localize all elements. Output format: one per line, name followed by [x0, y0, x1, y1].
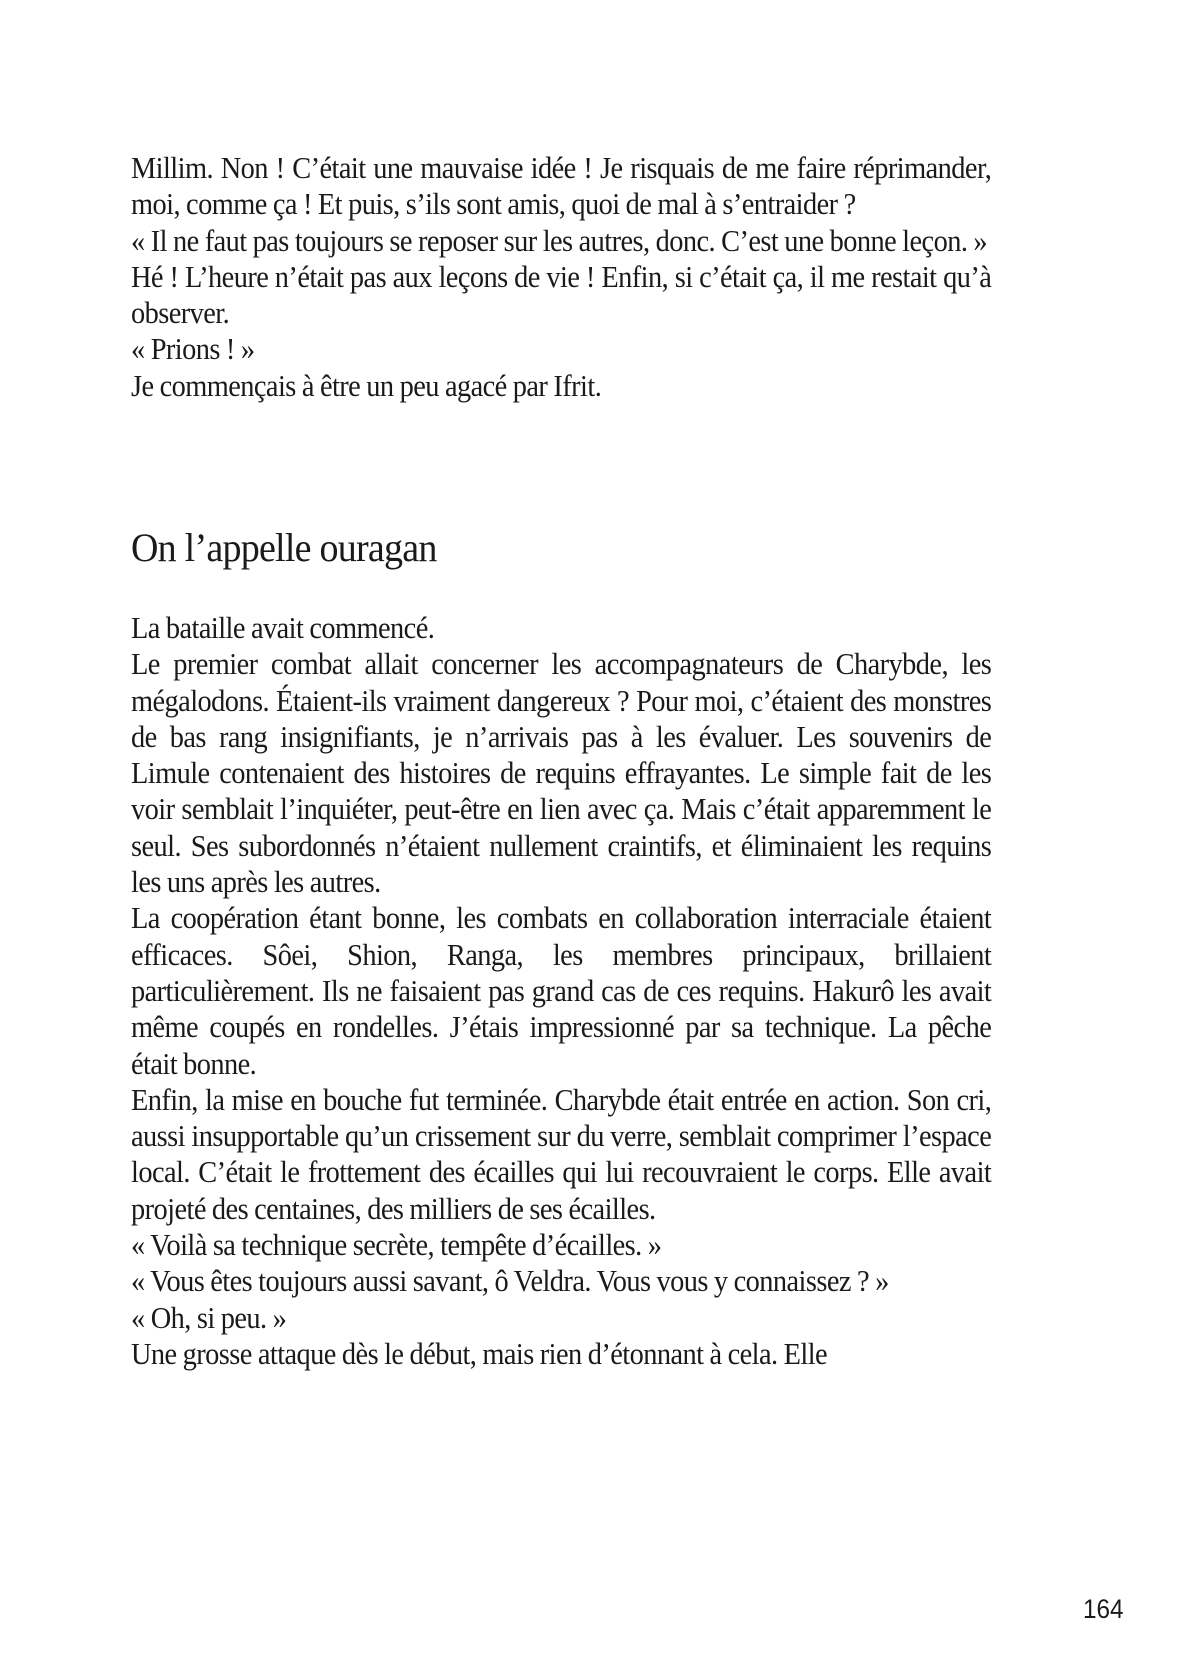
paragraph: La bataille avait commencé. [131, 611, 435, 645]
paragraph: Hé ! L’heure n’était pas aux leçons de vie ! Enfin, si c’était ça, il me restait qu’à observer. [131, 259, 992, 331]
paragraph: Millim. Non ! C’était une mauvaise idée ! Je risquais de me faire réprimander, moi, comme ça ! Et puis, s’ils sont amis, quoi de mal à s’entraider ? [131, 151, 992, 222]
paragraph: Enfin, la mise en bouche fut terminée. Charybde était entrée en action. Son cri, aussi insupportable qu’un crissement sur du verre, semblait comprimer l’espace local. C’était le frottement des écailles qui lui recouvraient le corps. Elle avait projeté des centaines, des milliers de ses écailles. [131, 1082, 992, 1226]
paragraph: Je commençais à être un peu agacé par Ifrit. [131, 368, 602, 403]
paragraph: « Il ne faut pas toujours se reposer sur les autres, donc. C’est une bonne leçon. » [131, 223, 988, 258]
text-section-2 [131, 610, 991, 1372]
paragraph: « Oh, si peu. » [131, 1300, 287, 1335]
page-number: 164 [1083, 1594, 1124, 1624]
paragraph: Une grosse attaque dès le début, mais rien d’étonnant à cela. Elle [131, 1336, 828, 1371]
chapter-heading: On l’appelle ouragan [131, 525, 437, 570]
paragraph: « Vous êtes toujours aussi savant, ô Veldra. Vous vous y connaissez ? » [131, 1264, 889, 1299]
paragraph: « Voilà sa technique secrète, tempête d’écailles. » [131, 1228, 662, 1263]
text-section-1 [131, 150, 991, 404]
paragraph: La coopération étant bonne, les combats en collaboration interraciale étaient efficaces. Sôei, Shion, Ranga, les membres principaux, brillaient particulièrement. Ils ne faisaient pas grand cas de ces requins. Hakurô les avait même coupés en rondelles. J’étais impressionné par sa technique. La pêche était bonne. [131, 901, 992, 1081]
paragraph: Le premier combat allait concerner les accompagnateurs de Charybde, les mégalodons. Étaient-ils vraiment dangereux ? Pour moi, c’étaient des monstres de bas rang insignifiants, je n’arrivais pas à les évaluer. Les souvenirs de Limule contenaient des histoires de requins effrayantes. Le simple fait de les voir semblait l’inquiéter, peut-être en lien avec ça. Mais c’était apparemment le seul. Ses subordonnés n’étaient nullement craintifs, et éliminaient les requins les uns après les autres. [131, 647, 992, 900]
paragraph: « Prions ! » [131, 332, 255, 367]
